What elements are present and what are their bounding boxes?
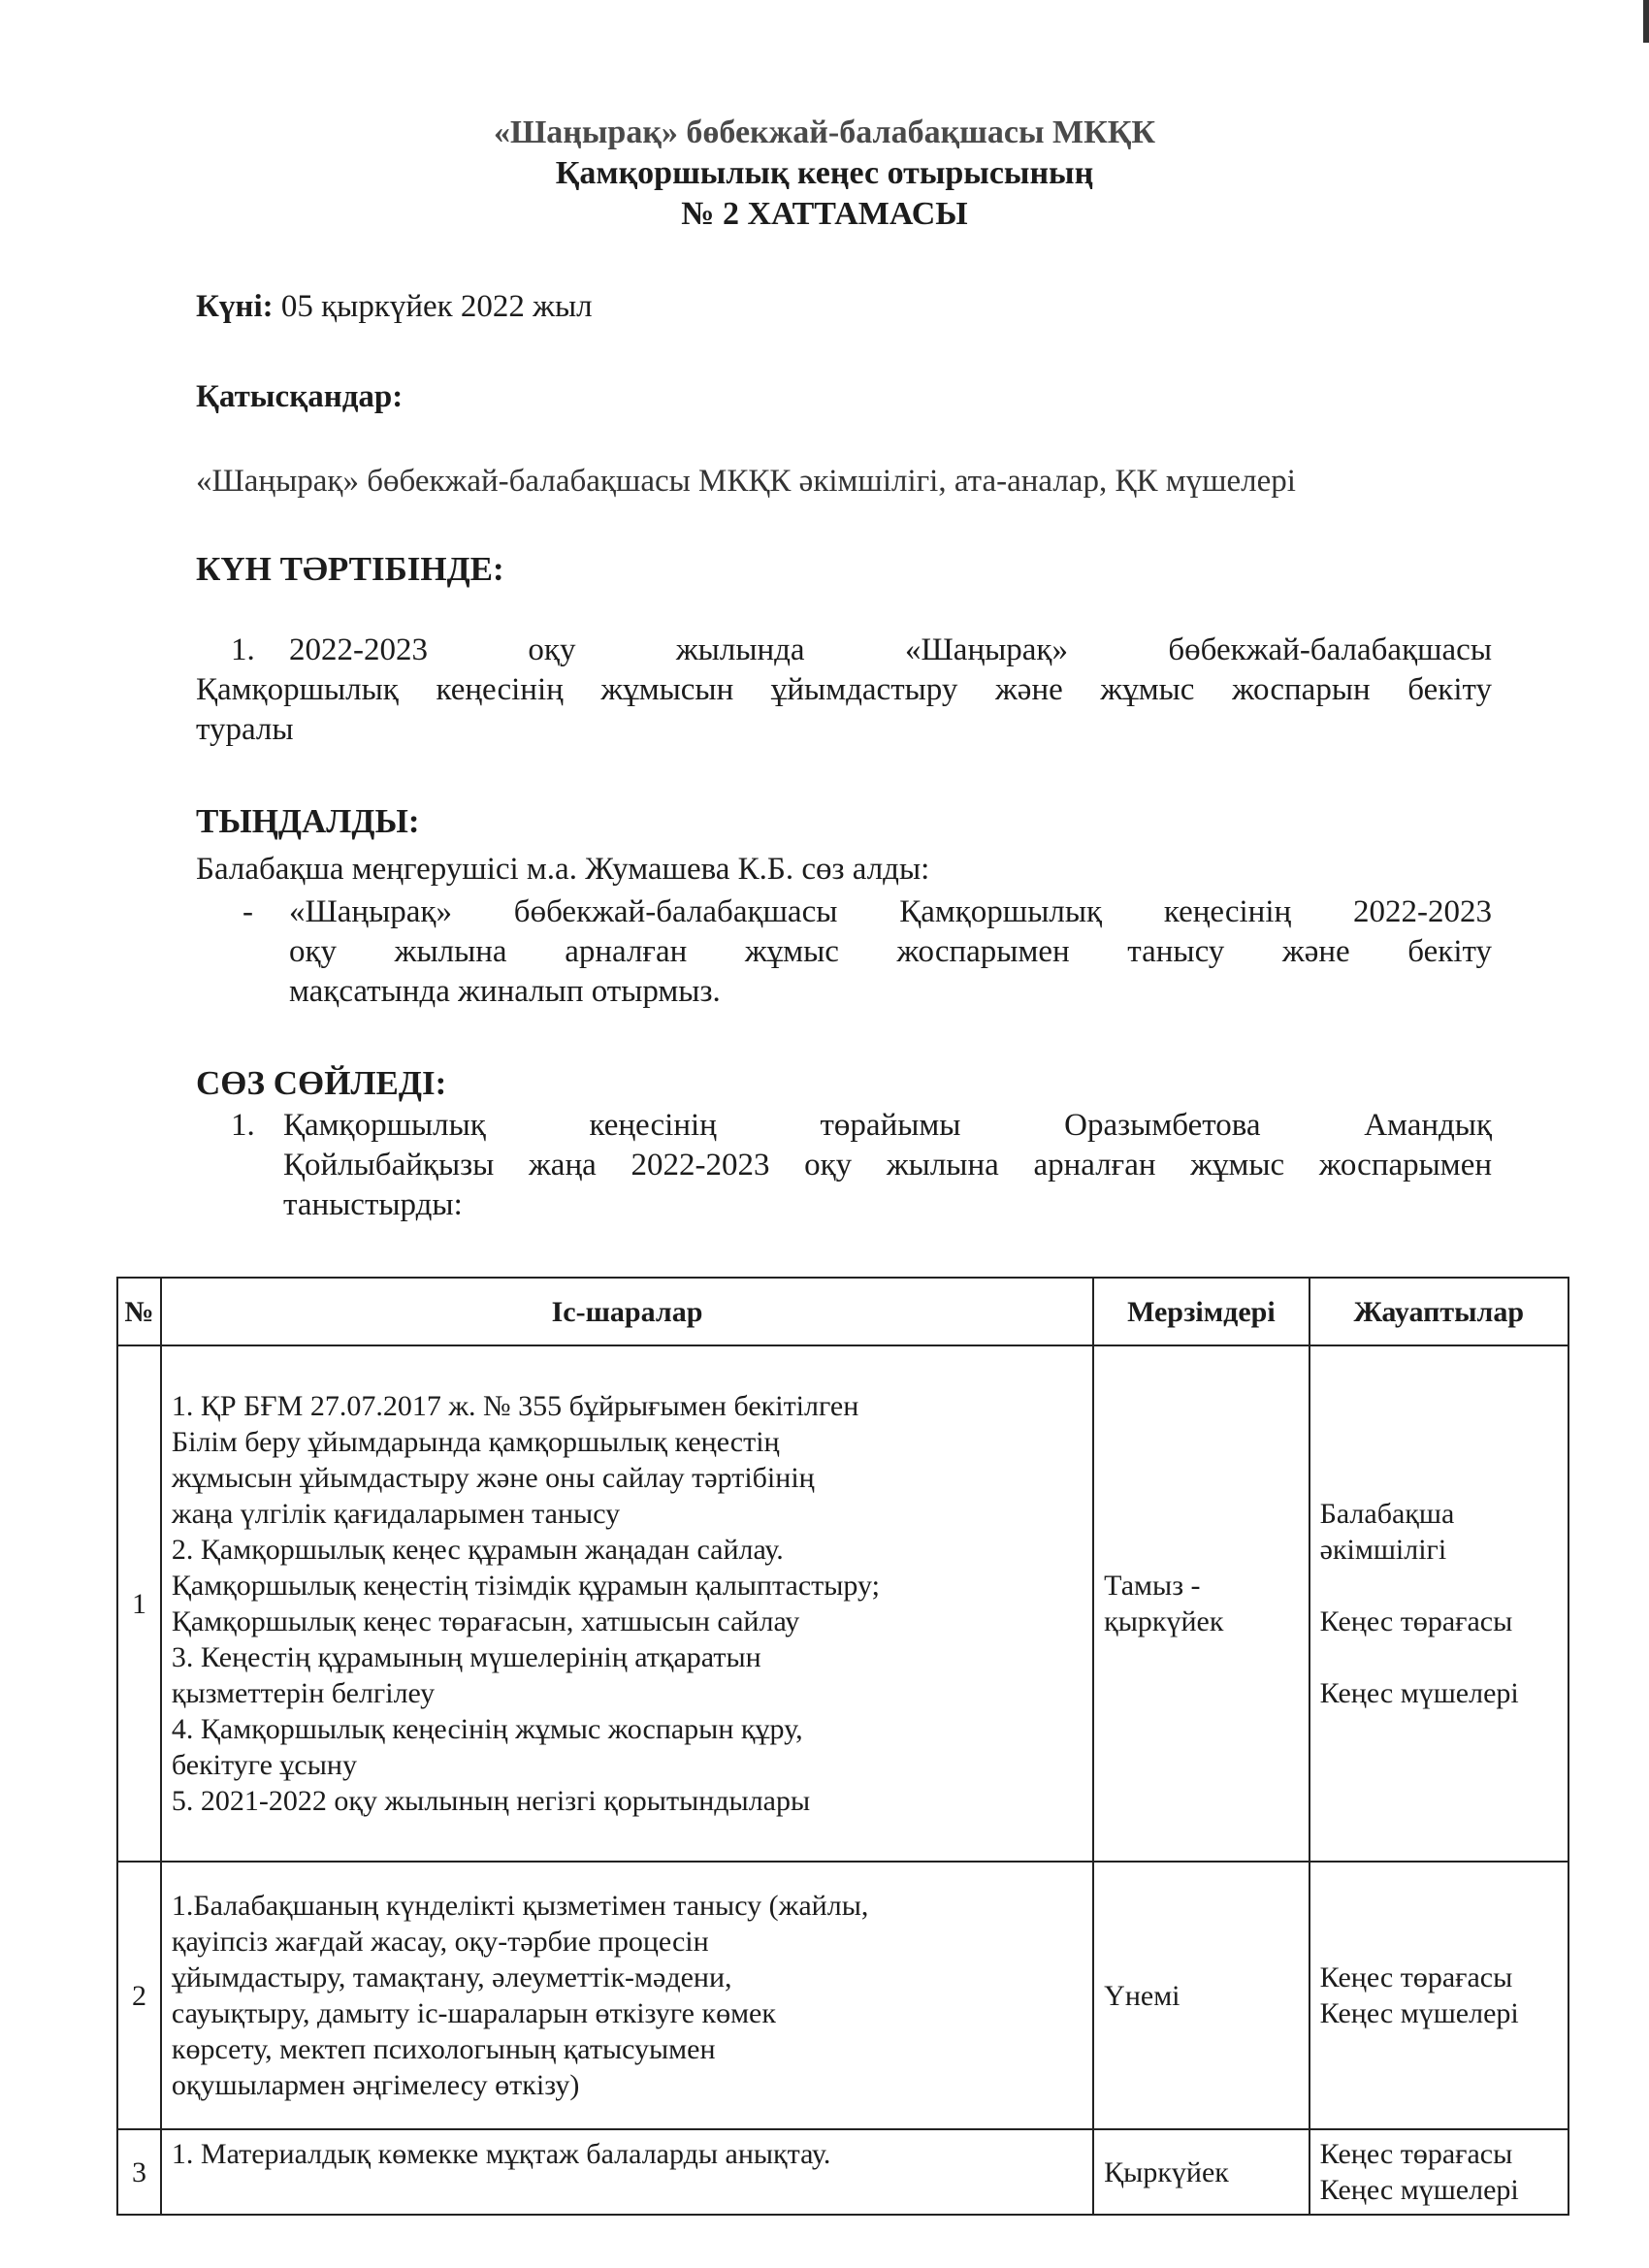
row-number: 2 <box>117 1862 161 2129</box>
event-line: оқушылармен әңгімелесу өткізу) <box>171 2069 580 2101</box>
event-line: 3. Кеңестің құрамының мүшелерінің атқаратын <box>171 1641 761 1673</box>
event-line: 5. 2021-2022 оқу жылының негізгі қорытындылары <box>171 1785 811 1817</box>
event-line: ұйымдастыру, тамақтану, әлеуметтік-мәдени, <box>171 1961 732 1993</box>
event-line: сауықтыру, дамыту іс-шараларын өткізуге көмек <box>171 1997 776 2029</box>
spoke-number: 1. <box>231 1108 255 1143</box>
spoke-line2: Қойлыбайқызы жаңа 2022-2023 оқу жылына арналған жұмыс жоспарымен <box>283 1148 1492 1183</box>
listened-line3: мақсатында жиналып отырмыз. <box>289 974 721 1009</box>
row-number: 3 <box>117 2129 161 2215</box>
date-line <box>196 287 1492 327</box>
row-events <box>161 1862 1093 2129</box>
participants-text: «Шаңырақ» бөбекжай-балабақшасы МКҚК әкімшілігі, ата-аналар, ҚК мүшелері <box>196 464 1296 499</box>
responsible-line: Кеңес төрағасы <box>1319 2138 1513 2170</box>
event-line: жұмысын ұйымдастыру және оны сайлау тәртібінің <box>171 1462 815 1494</box>
responsible-line: әкімшілігі <box>1319 1534 1447 1566</box>
event-line: Білім беру ұйымдарында қамқоршылық кеңестің <box>171 1426 780 1458</box>
header-terms: Мерзімдері <box>1093 1278 1309 1345</box>
document-header <box>0 113 1649 235</box>
protocol-title: № 2 ХАТТАМАСЫ <box>681 196 968 232</box>
row-term: Үнемі <box>1093 1862 1309 2129</box>
header-responsible: Жауаптылар <box>1310 1278 1568 1345</box>
event-line: Қамқоршылық кеңес төрағасын, хатшысын сайлау <box>171 1605 800 1637</box>
row-number: 1 <box>117 1345 161 1862</box>
spacer <box>1320 1639 1558 1675</box>
responsible-line: Кеңес мүшелері <box>1319 2174 1519 2206</box>
responsible-line: Кеңес мүшелері <box>1319 1997 1519 2029</box>
listened-title: ТЫҢДАЛДЫ: <box>196 802 420 840</box>
term-line: қыркүйек <box>1104 1605 1224 1637</box>
responsible-line: Кеңес төрағасы <box>1319 1961 1513 1993</box>
agenda-title: КҮН ТӘРТІБІНДЕ: <box>196 550 504 588</box>
spoke-line1: Қамқоршылық кеңесінің төрайымы Оразымбетова Амандық <box>283 1108 1492 1143</box>
row-term: Қыркүйек <box>1093 2129 1309 2215</box>
event-line: 2. Қамқоршылық кеңес құрамын жаңадан сайлау. <box>171 1534 784 1566</box>
header-events: Іс-шаралар <box>161 1278 1093 1345</box>
date-label: Күні: <box>196 289 274 324</box>
event-line: қызметтерін белгілеу <box>171 1677 436 1709</box>
responsible-line: Балабақша <box>1319 1498 1455 1530</box>
responsible-line: Кеңес мүшелері <box>1319 1677 1519 1709</box>
table-row <box>117 2129 1568 2215</box>
work-plan-table <box>116 1277 1569 2216</box>
row-events: 1. Материалдық көмекке мұқтаж балаларды анықтау. <box>161 2129 1093 2215</box>
term-line: Тамыз - <box>1104 1570 1201 1602</box>
table-row <box>117 1345 1568 1862</box>
row-responsible <box>1310 1862 1568 2129</box>
agenda-item-number: 1. <box>231 632 255 667</box>
spoke-line3: таныстырды: <box>283 1187 463 1222</box>
responsible-line: Кеңес төрағасы <box>1319 1605 1513 1637</box>
event-line: 4. Қамқоршылық кеңесінің жұмыс жоспарын құру, <box>171 1713 803 1745</box>
event-line: қауіпсіз жағдай жасау, оқу-тәрбие процесін <box>171 1926 709 1958</box>
row-term <box>1093 1345 1309 1862</box>
table-header-row <box>117 1278 1568 1345</box>
participants-label: Қатысқандар: <box>196 379 404 414</box>
table-row <box>117 1862 1568 2129</box>
agenda-item-line3: туралы <box>196 712 294 747</box>
date-value: 05 қыркүйек 2022 жыл <box>273 289 593 324</box>
event-line: көрсету, мектеп психологының қатысуымен <box>171 2033 716 2065</box>
spacer <box>1320 1568 1558 1604</box>
row-responsible <box>1310 2129 1568 2215</box>
agenda-item-line2: Қамқоршылық кеңесінің жұмысын ұйымдастыру және жұмыс жоспарын бекіту <box>196 672 1492 707</box>
row-responsible <box>1310 1345 1568 1862</box>
spoke-title: СӨЗ СӨЙЛЕДІ: <box>196 1064 447 1102</box>
event-line: 1.Балабақшаның күнделікті қызметімен танысу (жайлы, <box>171 1890 869 1922</box>
listened-line2: оқу жылына арналған жұмыс жоспарымен танысу және бекіту <box>289 934 1492 969</box>
meeting-title: Қамқоршылық кеңес отырысының <box>555 155 1094 191</box>
event-line: Қамқоршылық кеңестің тізімдік құрамын қалыптастыру; <box>171 1570 880 1602</box>
listened-bullet: - <box>242 894 253 929</box>
event-line: бекітуге ұсыну <box>171 1749 357 1781</box>
event-line: 1. ҚР БҒМ 27.07.2017 ж. № 355 бұйрығымен бекітілген <box>171 1390 859 1422</box>
listened-speaker: Балабақша меңгерушісі м.а. Жумашева К.Б. сөз алды: <box>196 852 930 887</box>
listened-line1: «Шаңырақ» бөбекжай-балабақшасы Қамқоршылық кеңесінің 2022-2023 <box>289 894 1492 929</box>
agenda-item-line1: 2022-2023 оқу жылында «Шаңырақ» бөбекжай-балабақшасы <box>289 632 1492 667</box>
org-title: «Шаңырақ» бөбекжай-балабақшасы МКҚК <box>493 114 1156 150</box>
row-events <box>161 1345 1093 1862</box>
event-line: жаңа үлгілік қағидаларымен танысу <box>171 1498 621 1530</box>
header-number: № <box>117 1278 161 1345</box>
scan-edge-mark <box>1643 0 1649 43</box>
